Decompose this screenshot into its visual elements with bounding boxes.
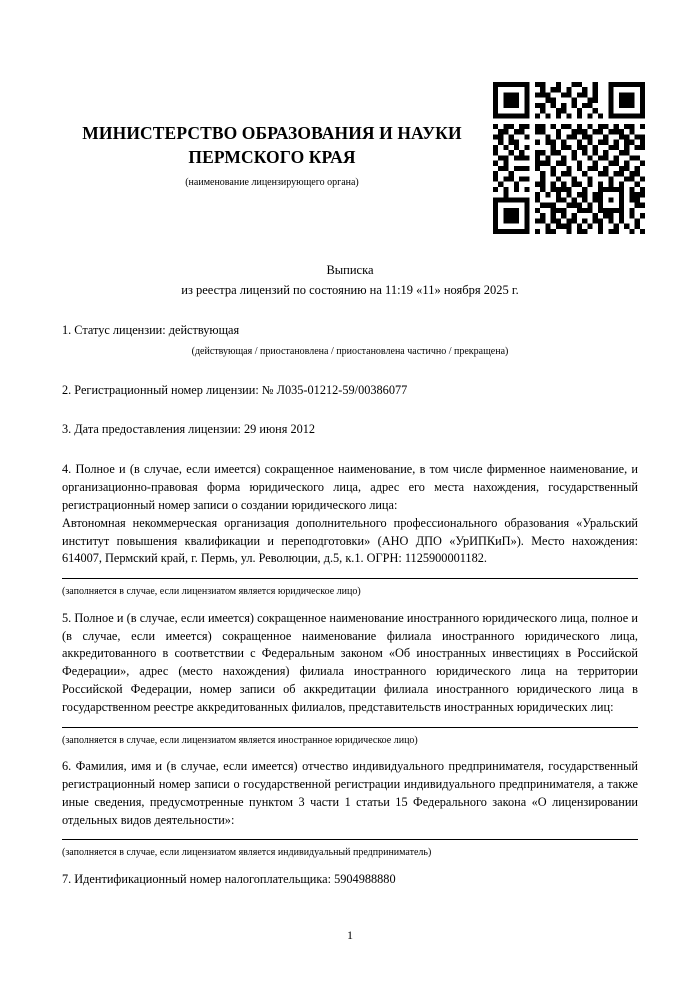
item-individual-entrepreneur [62, 758, 638, 861]
page-subtitle: (наименование лицензирующего органа) [185, 177, 359, 189]
item-license-date-text: 3. Дата предоставления лицензии: 29 июня 2012 [62, 422, 316, 437]
qr-code-icon [493, 82, 645, 234]
document-type: Выписка [326, 263, 374, 278]
item-license-status-note: (действующая / приостановлена / приостановлена частично / прекращена) [191, 346, 509, 358]
divider [62, 578, 638, 579]
divider [62, 727, 638, 728]
page-number: 1 [347, 928, 353, 942]
item-legal-entity [62, 461, 638, 599]
document-registry-line: из реестра лицензий по состоянию на 11:19 «11» ноября 2025 г. [181, 283, 519, 298]
qr-code-svg [493, 82, 645, 234]
item-license-status [62, 322, 638, 359]
item-foreign-entity [62, 610, 638, 748]
document-title-block [62, 260, 638, 300]
item-license-date [62, 421, 638, 439]
item-legal-entity-value: Автономная некоммерческая организация дополнительного профессионального образования «Уральский институт повышения квалификации и переподготовки» (АНО ДПО «УрИПКиП»). Место нахождения: 614007, Пермский край, г. Пермь, ул. Революции, д.5, к.1. ОГРН: 1125900001182. [62, 515, 638, 566]
divider [62, 839, 638, 840]
item-license-number [62, 382, 638, 400]
item-individual-entrepreneur-note: (заполняется в случае, если лицензиатом является индивидуальный предприниматель) [62, 847, 432, 859]
item-foreign-entity-note: (заполняется в случае, если лицензиатом является иностранное юридическое лицо) [62, 734, 418, 746]
item-license-number-text: 2. Регистрационный номер лицензии: № Л035-01212-59/00386077 [62, 382, 408, 397]
document-header [62, 0, 482, 188]
item-foreign-entity-text: 5. Полное и (в случае, если имеется) сокращенное наименование иностранного юридического лица, полное и (в случае, если имеется) сокращенное наименование филиала иностранного юридического лица, аккредитованного в соответствии с Федеральным законом «Об иностранных инвестициях в Российской Федерации», адрес (место нахождения) филиала иностранного юридического лица на территории Российской Федерации, номер записи об аккредитации филиала иностранного юридического лица в государственном реестре аккредитованных филиалов, представительств иностранных юридических лиц: [62, 610, 638, 714]
item-legal-entity-note: (заполняется в случае, если лицензиатом является юридическое лицо) [62, 586, 361, 598]
item-legal-entity-text: 4. Полное и (в случае, если имеется) сокращенное наименование, в том числе фирменное наименование, и организационно-правовая форма юридического лица, адрес его места нахождения, государственный регистрационный номер записи о создании юридического лица: [62, 462, 638, 512]
item-taxpayer-number [62, 871, 638, 889]
item-taxpayer-number-text: 7. Идентификационный номер налогоплательщика: 5904988880 [62, 871, 396, 886]
item-license-status-text: 1. Статус лицензии: действующая [62, 323, 240, 338]
page-title: МИНИСТЕРСТВО ОБРАЗОВАНИЯ И НАУКИ ПЕРМСКОГО КРАЯ [82, 123, 462, 167]
item-individual-entrepreneur-text: 6. Фамилия, имя и (в случае, если имеется) отчество индивидуального предпринимателя, государственный регистрационный номер записи о государственной регистрации индивидуального предпринимателя, а также иные сведения, предусмотренные пунктом 3 части 1 статьи 15 Федерального закона «О лицензировании отдельных видов деятельности»: [62, 759, 638, 827]
